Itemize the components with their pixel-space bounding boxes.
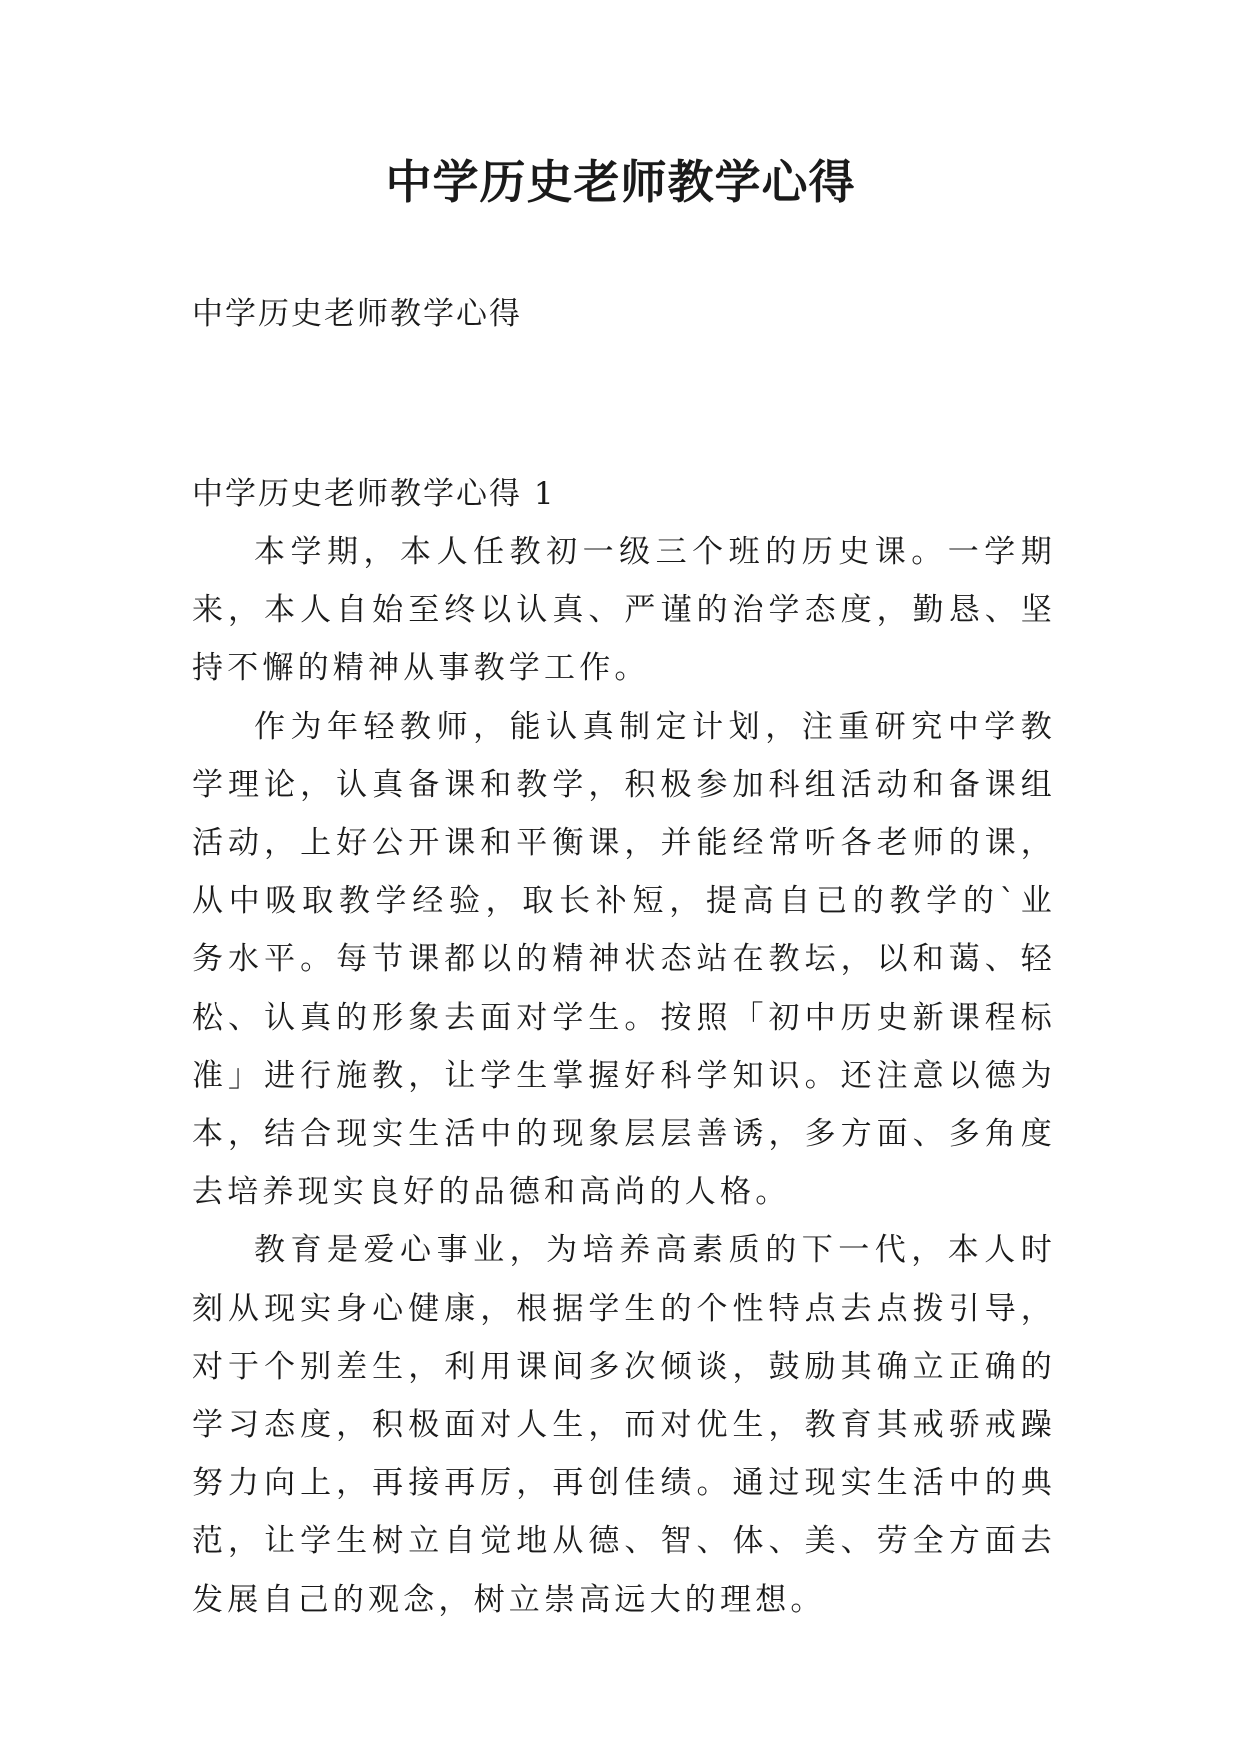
section-heading: 中学历史老师教学心得 1 [192,476,556,512]
document-subtitle: 中学历史老师教学心得 [192,296,522,332]
document-body [192,465,1056,1629]
paragraph: 作为年轻教师，能认真制定计划，注重研究中学教学理论，认真备课和教学，积极参加科组活动和备课组活动，上好公开课和平衡课，并能经常听各老师的课，从中吸取教学经验，取长补短，提高自已的教学的`业务水平。每节课都以的精神状态站在教坛，以和蔼、轻松、认真的形象去面对学生。按照「初中历史新课程标准」进行施教，让学生掌握好科学知识。还注意以德为本，结合现实生活中的现象层层善诱，多方面、多角度去培养现实良好的品德和高尚的人格。 [192,708,1056,1211]
document-title: 中学历史老师教学心得 [385,155,856,209]
paragraph: 本学期，本人任教初一级三个班的历史课。一学期来，本人自始至终以认真、严谨的治学态度，勤恳、坚持不懈的精神从事教学工作。 [192,534,1056,687]
paragraph: 教育是爱心事业，为培养高素质的下一代，本人时刻从现实身心健康，根据学生的个性特点去点拨引导，对于个别差生，利用课间多次倾谈，鼓励其确立正确的学习态度，积极面对人生，而对优生，教育其戒骄戒躁努力向上，再接再厉，再创佳绩。通过现实生活中的典范，让学生树立自觉地从德、智、体、美、劳全方面去发展自己的观念，树立崇高远大的理想。 [192,1232,1056,1618]
